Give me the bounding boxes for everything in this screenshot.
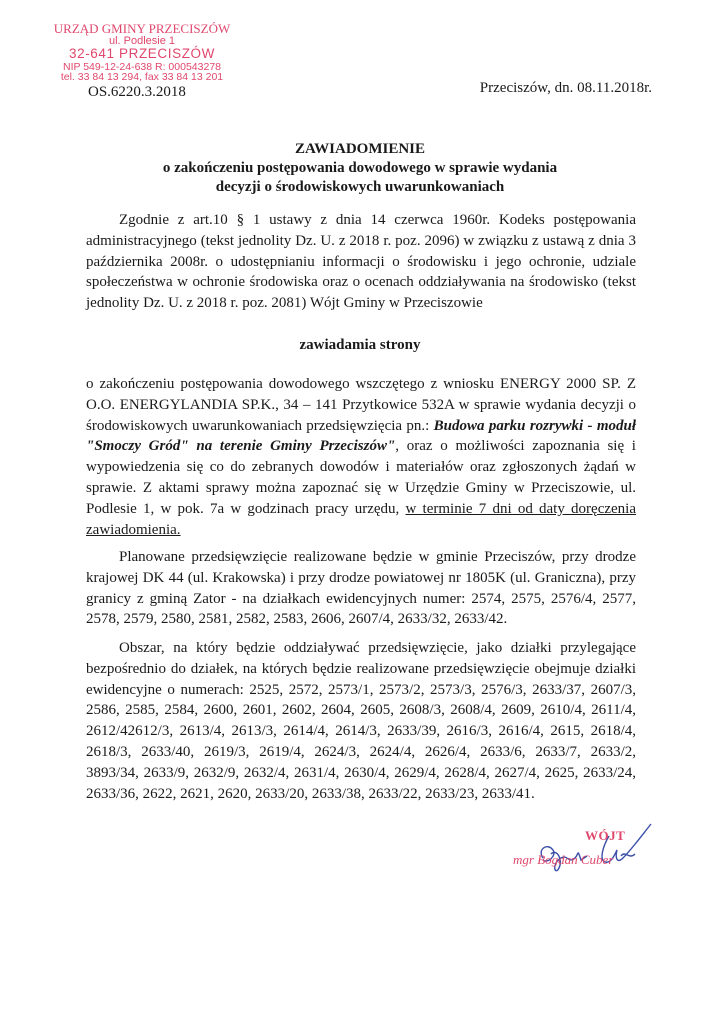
stamp-office-name: URZĄD GMINY PRZECISZÓW bbox=[53, 21, 231, 36]
affected-area-paragraph: Obszar, na który będzie oddziaływać przedsięwzięcie, jako działki przylegające bezpośrednio do działek, na których będzie realizowane przedsięwzięcie obejmuje działki ewidencyjne o numerach: 2525, 2572, 2573/1, 2573/2, 2573/3, 2576/3, 2633/37, 2607/3, 2586, 2585, 2584, 2600, 2601, 2602, 2604, 2605, 2608/3, 2608/4, 2609, 2610/4, 2611/4, 2612/42612/3, 2613/4, 2613/3, 2614/4, 2614/3, 2633/39, 2616/3, 2616/4, 2615, 2618/4, 2618/3, 2633/40, 2619/3, 2619/4, 2624/3, 2624/4, 2626/4, 2633/6, 2633/7, 2633/2, 3893/34, 2633/9, 2632/9, 2632/4, 2631/4, 2630/4, 2629/4, 2628/4, 2627/4, 2625, 2633/24, 2633/36, 2622, 2621, 2620, 2633/20, 2633/38, 2633/22, 2633/23, 2633/41. bbox=[86, 640, 636, 802]
signatory-name: mgr Bogdan Cuber bbox=[513, 852, 614, 867]
stamp-street: ul. Podlesie 1 bbox=[108, 35, 176, 47]
notice-intro: o zakończeniu postępowania dowodowego wszczętego z wniosku ENERGY 2000 SP. Z O.O. ENERGYLANDIA SP.K., 34 – 141 Przytkowice 532A w sprawie wydania decyzji o środowiskowych uwarunkowaniach przedsięwzięcia pn.: bbox=[86, 376, 636, 434]
notice-details: , oraz o możliwości zapoznania się i wypowiedzenia się co do zebranych dowodów i materiałów oraz zgłoszonych żądań w sprawie. Z aktami sprawy można zapoznać się w Urzędzie Gminy w Przeciszowie, ul. Podlesie 1, w pok. 7a w godzinach pracy urzędu, bbox=[86, 438, 636, 517]
signatory-title: WÓJT bbox=[585, 828, 626, 843]
document-title bbox=[0, 140, 720, 197]
stamp-nip-regon: NIP 549-12-24-638 R: 000543278 bbox=[62, 60, 221, 73]
stamp-postcode-city: 32-641 PRZECISZÓW bbox=[69, 46, 215, 61]
stamp-phone-fax: tel. 33 84 13 294, fax 33 84 13 201 bbox=[60, 71, 224, 83]
office-stamp bbox=[52, 22, 232, 83]
location-paragraph: Planowane przedsięwzięcie realizowane będzie w gminie Przeciszów, przy drodze krajowej DK 44 (ul. Krakowska) i przy drodze powiatowej nr 1805K (ul. Graniczna), przy granicy z gminą Zator - na działkach ewidencyjnych numer: 2574, 2575, 2576/4, 2577, 2578, 2579, 2580, 2581, 2582, 2583, 2606, 2607/4, 2633/32, 2633/42. bbox=[86, 549, 636, 628]
place-and-date: Przeciszów, dn. 08.11.2018r. bbox=[479, 80, 652, 96]
notice-heading: zawiadamia strony bbox=[299, 337, 421, 353]
signature-block bbox=[513, 828, 685, 888]
notice-paragraph bbox=[86, 374, 636, 540]
title-subline-1: o zakończeniu postępowania dowodowego w sprawie wydania bbox=[162, 160, 558, 176]
title-heading: ZAWIADOMIENIE bbox=[294, 141, 426, 157]
title-subline-2: decyzji o środowiskowych uwarunkowaniach bbox=[215, 179, 505, 195]
legal-basis-paragraph: Zgodnie z art.10 § 1 ustawy z dnia 14 czerwca 1960r. Kodeks postępowania administracyjnego (tekst jednolity Dz. U. z 2018 r. poz. 2096) w związku z ustawą z dnia 3 października 2008r. o udostępnianiu informacji o środowisku i jego ochronie, udziale społeczeństwa w ochronie środowiska oraz o ocenach oddziaływania na środowisko (tekst jednolity Dz. U. z 2018 r. poz. 2081) Wójt Gminy w Przeciszowie bbox=[86, 212, 636, 312]
deadline-text: w terminie 7 dni od daty doręczenia zawiadomienia. bbox=[86, 500, 636, 538]
project-name: Budowa parku rozrywki - moduł "Smoczy Gród" na terenie Gminy Przeciszów" bbox=[86, 417, 637, 455]
reference-number: OS.6220.3.2018 bbox=[88, 84, 186, 100]
